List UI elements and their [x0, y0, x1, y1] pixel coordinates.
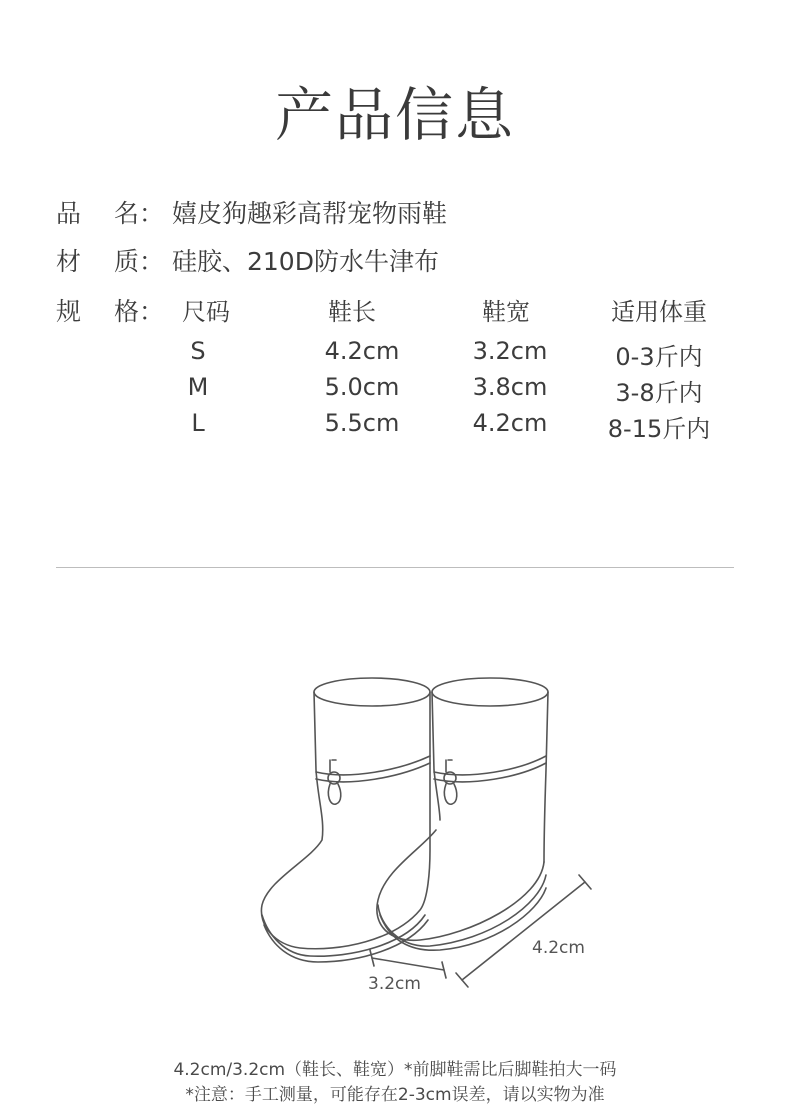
boot-back-illustration [377, 678, 548, 950]
name-label-char1: 品 [56, 199, 82, 228]
table-header-weight: 适用体重 [611, 298, 707, 326]
material-value: 硅胶、210D防水牛津布 [172, 247, 439, 276]
table-cell-size: S [190, 337, 206, 365]
table-cell-length: 4.2cm [324, 337, 400, 365]
table-cell-weight: 3-8斤内 [615, 379, 703, 407]
table-cell-size: L [191, 409, 205, 437]
table-header-length: 鞋长 [328, 298, 376, 326]
table-cell-width: 4.2cm [472, 409, 548, 437]
measurement-note: 4.2cm/3.2cm（鞋长、鞋宽）*前脚鞋需比后脚鞋拍大一码 [173, 1060, 617, 1080]
material-label-char1: 材 [56, 247, 82, 276]
length-dimension-label: 4.2cm [532, 938, 585, 958]
section-divider [56, 567, 734, 568]
table-header-size: 尺码 [182, 298, 230, 326]
table-cell-width: 3.2cm [472, 337, 548, 365]
name-label-char2: 名： [114, 199, 165, 228]
width-dimension-label: 3.2cm [368, 974, 421, 994]
table-cell-length: 5.0cm [324, 373, 400, 401]
spec-label-char2: 格： [114, 297, 165, 326]
table-cell-weight: 0-3斤内 [615, 343, 703, 371]
spec-label-char1: 规 [56, 297, 82, 326]
material-label-char2: 质： [114, 247, 165, 276]
table-cell-length: 5.5cm [324, 409, 400, 437]
table-cell-size: M [187, 373, 209, 401]
table-cell-weight: 8-15斤内 [607, 415, 711, 443]
table-header-width: 鞋宽 [482, 298, 530, 326]
length-dimension-line [456, 875, 591, 987]
disclaimer-note: *注意：手工测量，可能存在2-3cm误差，请以实物为准 [185, 1085, 605, 1105]
product-name-value: 嬉皮狗趣彩高帮宠物雨鞋 [172, 199, 448, 228]
page-title: 产品信息 [274, 81, 515, 149]
boot-front-illustration [261, 678, 430, 962]
table-cell-width: 3.8cm [472, 373, 548, 401]
boots-illustration [0, 600, 790, 1020]
